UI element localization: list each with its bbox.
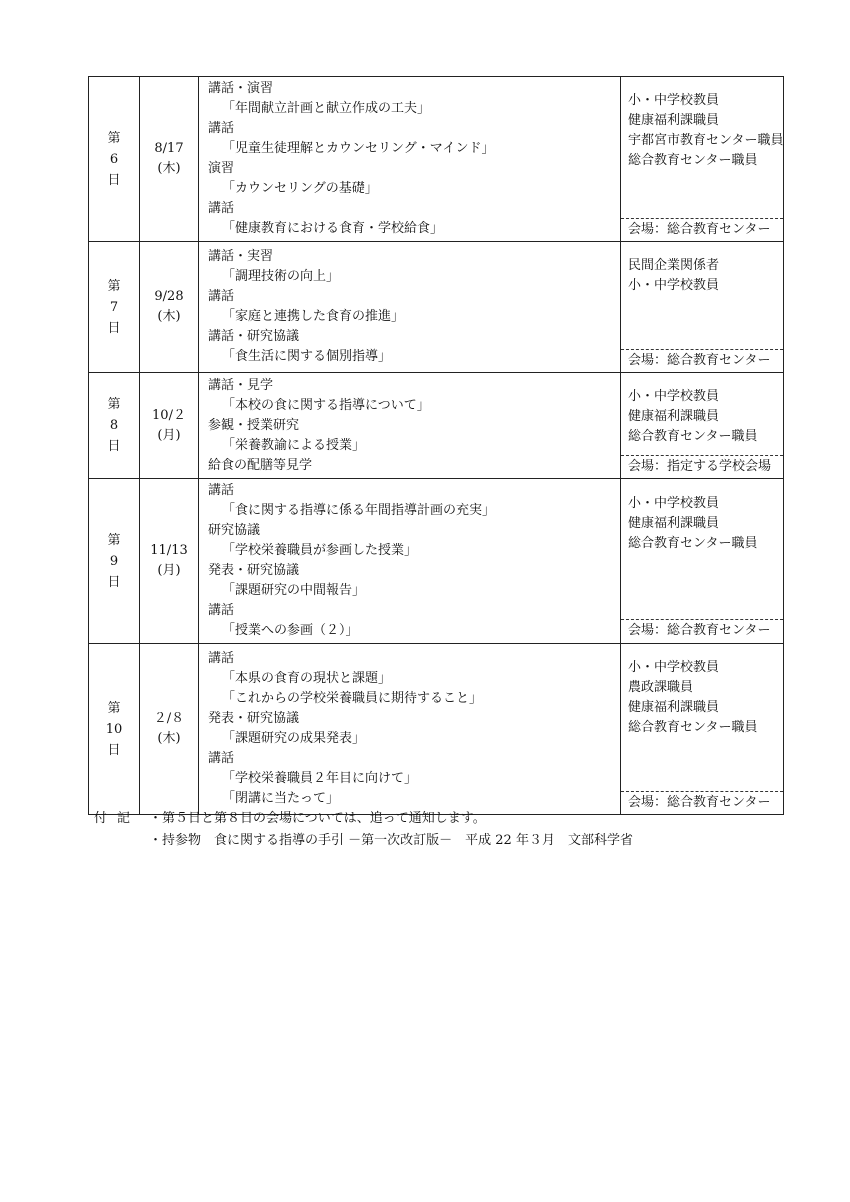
participant-list: [621, 242, 783, 349]
session-day-part: 第: [107, 532, 121, 548]
session-date: [140, 139, 198, 179]
note-row: [94, 808, 633, 830]
program-item: [208, 159, 620, 199]
program-type: 講話: [208, 651, 235, 666]
program-title: 「児童生徒理解とカウンセリング・マインド」: [222, 141, 495, 156]
participant-list: [621, 77, 783, 218]
program-title: 「年間献立計画と献立作成の工夫」: [222, 101, 431, 116]
session-date-cell: [140, 644, 199, 815]
program-type: 講話・演習: [208, 81, 274, 96]
participant-item: 総合教育センター職員: [628, 153, 758, 168]
program-title: 「食生活に関する個別指導」: [222, 349, 392, 364]
session-content-cell: [199, 77, 621, 242]
session-date: [140, 541, 198, 581]
participants-block: [621, 480, 783, 642]
program-type: 発表・研究協議: [208, 563, 300, 578]
session-day-part: 第: [107, 700, 121, 716]
program-item: [208, 79, 620, 119]
session-row: [89, 644, 784, 815]
program-type: 講話・実習: [208, 249, 274, 264]
session-day-part: 9: [109, 553, 119, 569]
participant-item: 宇都宮市教育センター職員: [628, 133, 784, 148]
participant-list: [621, 480, 783, 619]
participant-item: 健康福利課職員: [628, 113, 720, 128]
program-type: 講話・見学: [208, 377, 274, 393]
program-item: [208, 709, 620, 749]
session-day-part: 日: [107, 439, 121, 454]
session-date-part: 11/13: [150, 543, 188, 558]
participant-item: 小・中学校教員: [628, 660, 720, 675]
session-date: [140, 709, 198, 749]
session-date-part: 9/28: [154, 289, 184, 304]
session-target-cell: [621, 77, 784, 242]
participant-item: 小・中学校教員: [628, 93, 720, 108]
venue-label: 会場：総合教育センター: [621, 619, 783, 642]
program-title: 「カウンセリングの基礎」: [222, 181, 378, 196]
session-day-part: 日: [107, 574, 121, 590]
session-date-part: (月): [157, 427, 181, 443]
session-day-cell: [89, 373, 140, 479]
program-type: 講話・研究協議: [208, 329, 300, 344]
program-item: [208, 376, 620, 416]
session-day-part: 日: [107, 320, 121, 336]
program-item: [208, 327, 620, 367]
program-title: 「閉講に当たって」: [222, 791, 340, 806]
session-day: [89, 276, 139, 339]
participant-item: 総合教育センター職員: [628, 536, 758, 551]
program-title: 「家庭と連携した食育の推進」: [222, 309, 405, 324]
program-item: [208, 521, 620, 561]
note-line: ・第５日と第８日の会場については、追って通知します。: [149, 811, 486, 826]
session-row: [89, 373, 784, 479]
program-title: 「授業への参画（２）」: [222, 623, 359, 638]
note-line: ・持参物 食に関する指導の手引 －第一次改訂版－ 平成 22 年３月 文部科学省: [149, 833, 633, 848]
session-day-part: 第: [107, 278, 121, 294]
session-day-part: 8: [109, 418, 119, 433]
session-date: [140, 287, 198, 327]
participant-item: 健康福利課職員: [628, 409, 720, 424]
program-item: [208, 601, 620, 641]
participant-item: 農政課職員: [628, 680, 694, 695]
program-type: 研究協議: [208, 523, 261, 538]
session-day-cell: [89, 242, 140, 373]
program-title: 「食に関する指導に係る年間指導計画の充実」: [222, 503, 496, 518]
program-title: 「調理技術の向上」: [222, 269, 340, 284]
venue-label: 会場：総合教育センター: [621, 791, 783, 814]
participant-item: 総合教育センター職員: [628, 429, 758, 444]
session-day-part: 日: [107, 742, 121, 758]
program-item: [208, 119, 620, 159]
program-title: 「課題研究の成果発表」: [222, 731, 366, 746]
notes-label: 付記: [94, 811, 141, 826]
session-day: [89, 128, 139, 191]
session-day-part: 7: [109, 299, 119, 315]
session-date-part: 10/２: [152, 407, 186, 423]
participant-item: 健康福利課職員: [628, 700, 720, 715]
participant-item: 小・中学校教員: [628, 389, 720, 404]
program-title: 「学校栄養職員２年目に向けて」: [222, 771, 418, 786]
program-item: [208, 456, 620, 476]
session-day: [89, 394, 139, 457]
participant-list: [621, 644, 783, 791]
session-day-part: 日: [107, 172, 121, 188]
program-item: [208, 749, 620, 809]
program-title: 「課題研究の中間報告」: [222, 583, 366, 598]
session-date-part: ２/８: [153, 711, 185, 726]
program-type: 講話: [208, 483, 235, 498]
session-date-cell: [140, 242, 199, 373]
participants-block: [621, 77, 783, 241]
session-target-cell: [621, 479, 784, 644]
program-item: [208, 199, 620, 239]
program-item: [208, 561, 620, 601]
session-day-part: 第: [107, 397, 121, 412]
participant-item: 健康福利課職員: [628, 516, 720, 531]
program-item: [208, 481, 620, 521]
session-target-cell: [621, 373, 784, 479]
notes-section: [94, 808, 633, 852]
venue-label: 会場：総合教育センター: [621, 349, 783, 372]
schedule-table: [88, 76, 784, 815]
program-title: 「栄養教諭による授業」: [222, 437, 366, 453]
participants-block: [621, 644, 783, 814]
session-day-part: 第: [107, 130, 121, 146]
session-content-cell: [199, 242, 621, 373]
program-type: 演習: [208, 161, 235, 176]
session-content-cell: [199, 373, 621, 479]
session-day: [89, 530, 139, 593]
session-day-part: 10: [105, 721, 123, 737]
participants-block: [621, 373, 783, 478]
session-target-cell: [621, 644, 784, 815]
program-item: [208, 287, 620, 327]
schedule-body: [89, 77, 784, 815]
program-title: 「健康教育における食育・学校給食」: [222, 221, 444, 236]
program-type: 発表・研究協議: [208, 711, 300, 726]
program-title: 「本校の食に関する指導について」: [222, 397, 430, 413]
session-date-part: (木): [157, 731, 181, 746]
program-title: 「本県の食育の現状と課題」: [222, 671, 392, 686]
note-row: [94, 830, 633, 852]
participant-item: 小・中学校教員: [628, 278, 720, 293]
program-type: 給食の配膳等見学: [208, 457, 313, 473]
participant-item: 小・中学校教員: [628, 496, 720, 511]
program-type: 講話: [208, 603, 235, 618]
session-date-part: (月): [157, 563, 181, 578]
program-type: 講話: [208, 201, 235, 216]
session-day-cell: [89, 644, 140, 815]
session-day-cell: [89, 77, 140, 242]
participants-block: [621, 242, 783, 372]
participant-item: 総合教育センター職員: [628, 720, 758, 735]
program-type: 講話: [208, 121, 235, 136]
program-type: 参観・授業研究: [208, 417, 300, 433]
session-date-cell: [140, 373, 199, 479]
session-date-part: (木): [157, 309, 181, 324]
session-content-cell: [199, 479, 621, 644]
session-date-part: 8/17: [154, 141, 184, 156]
session-row: [89, 479, 784, 644]
session-date-part: (木): [157, 161, 181, 176]
program-title: 「学校栄養職員が参画した授業」: [222, 543, 418, 558]
session-row: [89, 77, 784, 242]
program-title: 「これからの学校栄養職員に期待すること」: [222, 691, 483, 706]
session-target-cell: [621, 242, 784, 373]
program-type: 講話: [208, 289, 235, 304]
session-date-cell: [140, 77, 199, 242]
session-date-cell: [140, 479, 199, 644]
session-content-cell: [199, 644, 621, 815]
program-item: [208, 247, 620, 287]
session-row: [89, 242, 784, 373]
venue-label: 会場：指定する学校会場: [621, 455, 783, 478]
participant-list: [621, 373, 783, 455]
session-date: [140, 406, 198, 446]
session-day-part: 6: [109, 151, 119, 167]
program-type: 講話: [208, 751, 235, 766]
venue-label: 会場：総合教育センター: [621, 218, 783, 241]
session-day: [89, 698, 139, 761]
participant-item: 民間企業関係者: [628, 258, 720, 273]
session-day-cell: [89, 479, 140, 644]
program-item: [208, 416, 620, 456]
program-item: [208, 649, 620, 709]
